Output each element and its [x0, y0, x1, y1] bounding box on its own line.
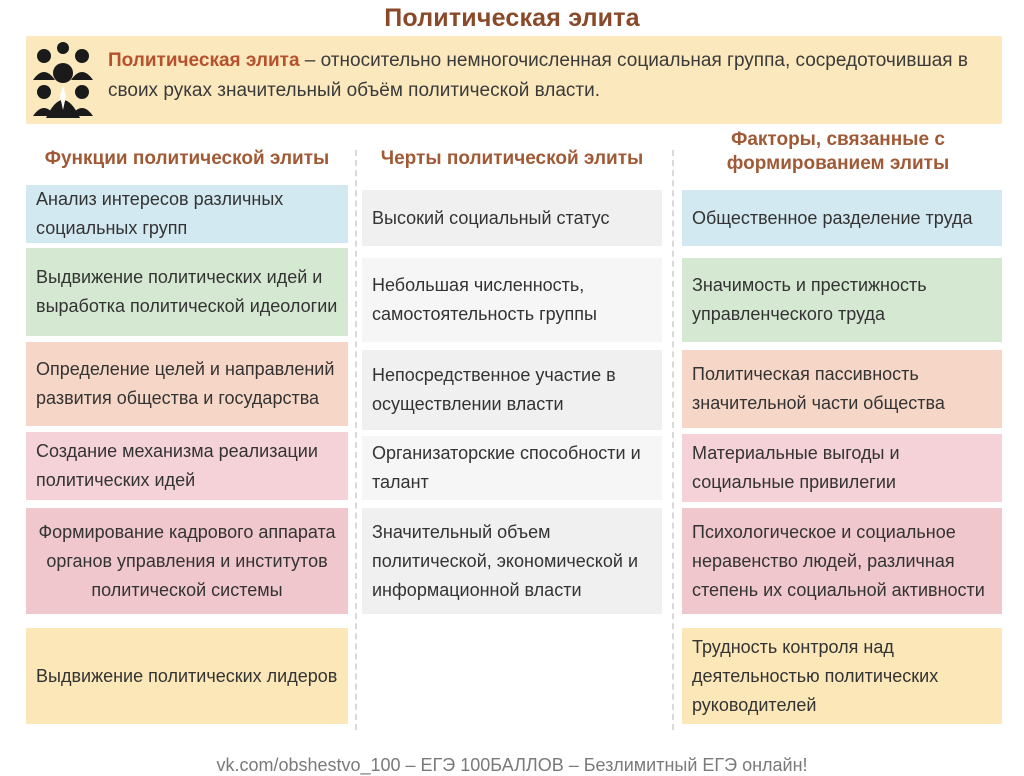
- factor-item: Психологическое и социальное неравенство людей, различная степень их социальной активности: [682, 508, 1002, 614]
- people-group-icon: [30, 40, 96, 120]
- definition-box: [26, 36, 1002, 124]
- function-item: Выдвижение политических идей и выработка политической идеологии: [26, 248, 348, 336]
- factor-item: Трудность контроля над деятельностью политических руководителей: [682, 628, 1002, 724]
- function-item: Формирование кадрового аппарата органов управления и институтов политической системы: [26, 508, 348, 614]
- factor-item: Политическая пассивность значительной части общества: [682, 350, 1002, 428]
- column-divider: [355, 150, 357, 730]
- column-heading-factors: Факторы, связанные с формированием элиты: [726, 129, 950, 174]
- definition-text: [108, 46, 993, 106]
- column-divider: [672, 150, 674, 730]
- trait-item: Непосредственное участие в осуществлении власти: [362, 350, 662, 430]
- function-item: Анализ интересов различных социальных групп: [26, 185, 348, 243]
- factor-item: Значимость и престижность управленческого труда: [682, 258, 1002, 342]
- trait-item: Высокий социальный статус: [362, 190, 662, 246]
- trait-item: Организаторские способности и талант: [362, 436, 662, 500]
- definition-body: относительно немногочисленная социальная группа, сосредоточившая в своих руках значительный объём политической власти.: [108, 50, 968, 101]
- page-title: Политическая элита: [384, 4, 640, 32]
- trait-item: Небольшая численность, самостоятельность группы: [362, 258, 662, 342]
- factor-item: Материальные выгоды и социальные привилегии: [682, 434, 1002, 502]
- definition-dash: –: [299, 50, 321, 71]
- function-item: Выдвижение политических лидеров: [26, 628, 348, 724]
- function-item: Создание механизма реализации политических идей: [26, 432, 348, 500]
- definition-term: Политическая элита: [108, 50, 300, 71]
- footer-caption: vk.com/obshestvo_100 – ЕГЭ 100БАЛЛОВ – Безлимитный ЕГЭ онлайн!: [216, 755, 808, 775]
- column-heading-traits: Черты политической элиты: [380, 148, 644, 169]
- column-heading-functions: Функции политической элиты: [44, 148, 330, 169]
- trait-item: Значительный объем политической, экономической и информационной власти: [362, 508, 662, 614]
- function-item: Определение целей и направлений развития общества и государства: [26, 342, 348, 426]
- factor-item: Общественное разделение труда: [682, 190, 1002, 246]
